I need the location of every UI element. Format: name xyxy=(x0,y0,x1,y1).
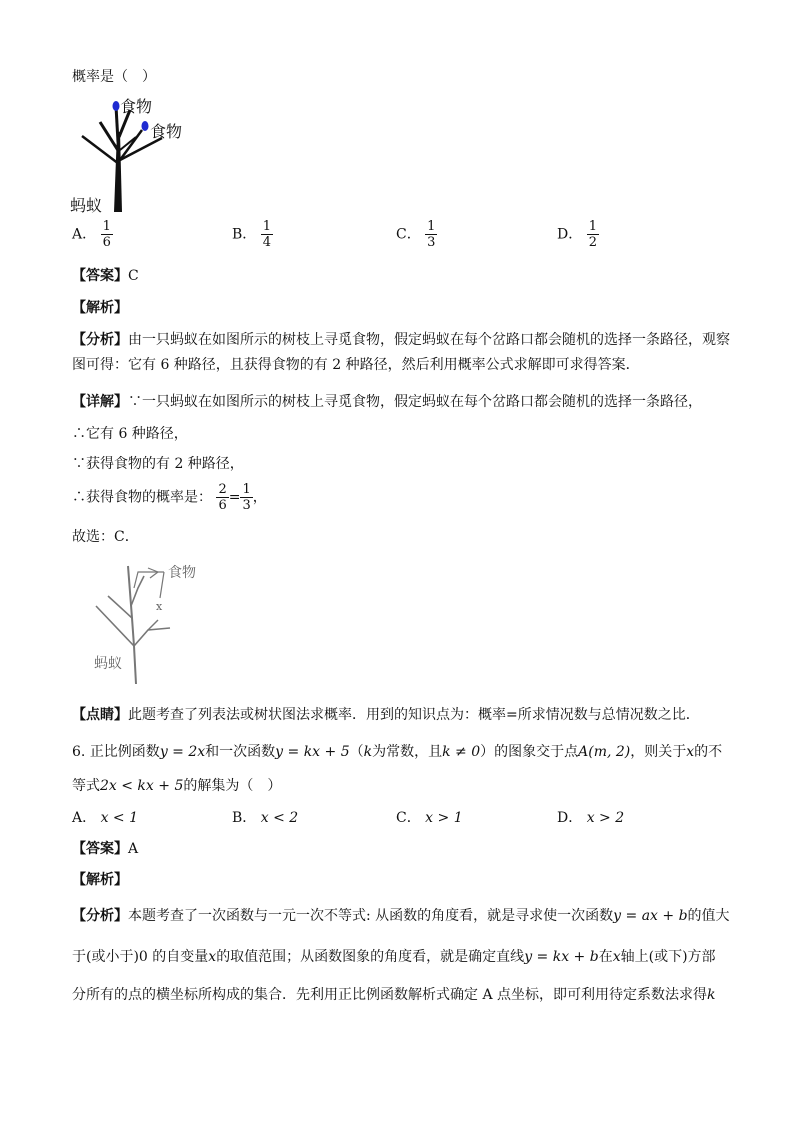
answer-value: C xyxy=(128,268,139,284)
fenxi-tag: 【分析】 xyxy=(72,908,128,924)
stem-text: ）的图象交于点 xyxy=(480,744,579,760)
option-expr: x > 2 xyxy=(586,810,625,826)
probability-suffix: ， xyxy=(252,489,267,506)
answer-tag: 【答案】 xyxy=(72,841,128,857)
food-label-1: 食物 xyxy=(120,97,153,116)
probability-prefix: ∴获得食物的概率是： xyxy=(72,489,212,506)
fenxi-text: 本题考查了一次函数与一元一次不等式: 从函数的角度看，就是寻求使一次函数 xyxy=(128,908,614,924)
ant-label-sketch: 蚂蚁 xyxy=(94,656,122,672)
option-letter: C． xyxy=(396,226,421,243)
q5-xiangjie-line-4 xyxy=(72,482,267,513)
option-letter: D． xyxy=(557,810,583,826)
option-letter: C． xyxy=(396,810,421,826)
fenxi-text: 分所有的点的横坐标所构成的集合．先利用正比例函数解析式确定 A 点坐标，即可利用待定系数法求得 xyxy=(72,987,708,1003)
x-symbol: x xyxy=(612,949,621,965)
option-letter: D． xyxy=(557,226,583,243)
option-letter: A． xyxy=(72,226,97,243)
option-letter: A． xyxy=(72,810,97,826)
stem-text: ，则关于 xyxy=(630,744,687,760)
xiangjie-text: ∵一只蚂蚁在如图所示的树枝上寻觅食物，假定蚂蚁在每个岔路口都会随机的选择一条路径， xyxy=(128,394,702,410)
equals-sign: = xyxy=(228,489,241,506)
option-denominator: 2 xyxy=(588,235,597,250)
stem-text: 的不 xyxy=(694,744,723,760)
x-symbol: x xyxy=(686,744,695,760)
option-denominator: 6 xyxy=(102,235,111,250)
q6-fenxi-line-3 xyxy=(72,984,716,1004)
dianjing-tag: 【点睛】 xyxy=(72,707,128,723)
stem-text: 等式 xyxy=(72,778,100,794)
point-a: A(m, 2) xyxy=(578,744,631,760)
q5-answer xyxy=(72,265,139,285)
k-symbol: k xyxy=(707,987,716,1003)
food-label-2: 食物 xyxy=(150,122,183,141)
formula-proportional: y = 2x xyxy=(159,744,206,760)
option-expr: x > 1 xyxy=(425,810,463,826)
fenxi-text: 轴上(或下)方部 xyxy=(620,949,716,965)
q6-option-a xyxy=(72,807,138,827)
q5-choose: 故选：C． xyxy=(72,529,139,545)
q6-answer xyxy=(72,838,138,858)
option-letter: B． xyxy=(232,810,257,826)
fraction-denominator: 6 xyxy=(218,498,227,513)
fraction-numerator: 1 xyxy=(242,482,251,497)
q6-fenxi-line-1 xyxy=(72,905,730,925)
fraction-denominator: 3 xyxy=(242,498,251,513)
stem-text: 正比例函数 xyxy=(89,744,160,760)
q6-option-d xyxy=(557,807,624,827)
option-denominator: 3 xyxy=(427,235,436,250)
option-numerator: 1 xyxy=(427,219,436,234)
k-condition: k ≠ 0 xyxy=(442,744,481,760)
q6-analysis-tag: 【解析】 xyxy=(72,872,128,888)
fenxi-text: 于(或小于)0 的自变量 xyxy=(72,949,209,965)
stem-text: 的解集为（ ） xyxy=(183,778,282,794)
k-symbol: k xyxy=(363,744,373,760)
q6-stem-line-2 xyxy=(72,775,281,795)
tree-figure-2 xyxy=(88,558,218,688)
option-expr: x < 1 xyxy=(100,810,139,826)
q6-fenxi-line-2 xyxy=(72,946,716,966)
q6-option-b xyxy=(232,807,298,827)
ant-label: 蚂蚁 xyxy=(70,196,103,215)
option-numerator: 1 xyxy=(588,219,597,234)
fenxi-text: 由一只蚂蚁在如图所示的树枝上寻觅食物，假定蚂蚁在每个岔路口都会随机的选择一条路径，观察图可得：它有 6 种路径，且获得食物的有 2 种路径，然后利用概率公式求解即可求得答案． xyxy=(72,332,730,373)
dianjing-text: 此题考查了列表法或树状图法求概率．用到的知识点为：概率=所求情况数与总情况数之比． xyxy=(128,707,700,723)
answer-value: A xyxy=(128,841,139,857)
q5-fenxi xyxy=(72,328,732,378)
q5-xiangjie-line-3: ∵获得食物的有 2 种路径， xyxy=(72,456,244,472)
option-numerator: 1 xyxy=(102,219,111,234)
option-denominator: 4 xyxy=(262,235,272,250)
q5-option-b xyxy=(232,219,273,250)
xiangjie-tag: 【详解】 xyxy=(72,394,128,410)
option-expr: x < 2 xyxy=(260,810,299,826)
q5-option-d xyxy=(557,219,599,250)
x-symbol: x xyxy=(208,949,217,965)
q5-xiangjie-line-2: ∴它有 6 种路径， xyxy=(72,426,188,442)
fenxi-text: 的值大 xyxy=(687,908,730,924)
food-label-sketch: 食物 xyxy=(168,565,196,581)
inequality: 2x < kx + 5 xyxy=(100,778,184,794)
formula-general: y = ax + b xyxy=(613,908,688,924)
q5-dianjing xyxy=(72,704,700,724)
formula-linear: y = kx + 5 xyxy=(275,744,350,760)
stem-text: （ xyxy=(349,744,364,760)
q5-stem-tail: 概率是（ ） xyxy=(72,69,156,85)
option-letter: B． xyxy=(232,226,257,243)
q6-option-c xyxy=(396,807,463,827)
fenxi-tag: 【分析】 xyxy=(72,332,128,348)
answer-tag: 【答案】 xyxy=(72,268,128,284)
stem-text: 和一次函数 xyxy=(205,744,276,760)
q5-option-c xyxy=(396,219,437,250)
tree-figure-1 xyxy=(70,92,200,214)
stem-text: 为常数，且 xyxy=(372,744,443,760)
q6-stem-line-1 xyxy=(72,741,722,761)
q5-xiangjie-line-1 xyxy=(72,391,702,411)
option-numerator: 1 xyxy=(262,219,272,234)
fraction-numerator: 2 xyxy=(218,482,227,497)
q5-analysis-tag: 【解析】 xyxy=(72,300,128,316)
q5-option-a xyxy=(72,219,113,250)
fenxi-text: 在 xyxy=(598,949,613,965)
question-number: 6. xyxy=(72,744,86,760)
fenxi-text: 的取值范围；从函数图象的角度看，就是确定直线 xyxy=(216,949,525,965)
formula-line: y = kx + b xyxy=(524,949,599,965)
x-mark: x xyxy=(156,600,163,613)
